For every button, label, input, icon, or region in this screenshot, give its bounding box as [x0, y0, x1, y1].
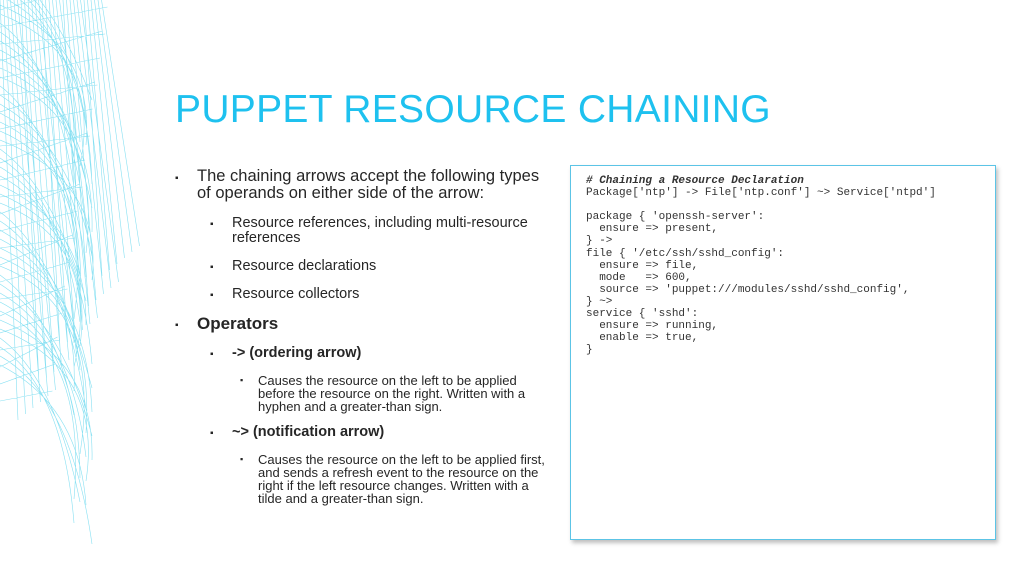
bullet-operator-description — [240, 453, 555, 505]
code-line: ensure => file, — [586, 259, 699, 272]
code-line: ensure => running, — [586, 320, 719, 333]
bullet-marker: ▪ — [175, 173, 179, 184]
bullet-intro-text: The chaining arrows accept the following types of operands on either side of the arrow: — [197, 167, 540, 202]
bullet-operand-text: Resource declarations — [232, 258, 377, 274]
operator-name: -> (ordering arrow) — [232, 345, 362, 361]
bullet-marker: ▪ — [210, 349, 214, 360]
bullet-intro — [175, 168, 555, 202]
bullet-marker: ▪ — [210, 428, 214, 439]
code-line: } -> — [586, 235, 613, 248]
bullet-marker: ▪ — [240, 375, 244, 385]
code-line: file { '/etc/ssh/sshd_config': — [586, 247, 785, 260]
bullet-marker: ▪ — [175, 320, 179, 331]
code-line: } — [586, 344, 593, 357]
bullet-operator — [210, 346, 555, 361]
bullet-marker: ▪ — [240, 454, 244, 464]
bullet-operator — [210, 425, 555, 440]
code-line: } ~> — [586, 295, 613, 308]
code-line: mode => 600, — [586, 271, 692, 284]
bullet-operand — [210, 216, 555, 246]
bullet-operand-text: Resource collectors — [232, 286, 360, 302]
code-line: Package['ntp'] -> File['ntp.conf'] ~> Service['ntpd'] — [586, 187, 936, 200]
slide-title: PUPPET RESOURCE CHAINING — [175, 88, 771, 131]
bullet-operator-description — [240, 374, 555, 413]
bullet-operand — [210, 259, 555, 274]
code-line: package { 'openssh-server': — [586, 211, 765, 224]
code-block — [586, 175, 936, 356]
operators-heading: Operators — [197, 314, 279, 333]
bullet-operators — [175, 315, 555, 332]
code-line: source => 'puppet:///modules/sshd/sshd_config', — [586, 283, 910, 296]
operator-description-text: Causes the resource on the left to be applied first, and sends a refresh event to the resource on the right if the left resource changes. Written with a tilde and a greater-than sign. — [258, 452, 545, 506]
code-example-box — [570, 165, 996, 540]
decorative-wireframe-graphic — [0, 0, 150, 576]
bullet-operand-text: Resource references, including multi-resource references — [232, 215, 528, 246]
code-line: ensure => present, — [586, 223, 719, 236]
code-line: service { 'sshd': — [586, 308, 699, 321]
bullet-operand — [210, 287, 555, 302]
bullet-list — [175, 168, 555, 517]
operator-description-text: Causes the resource on the left to be applied before the resource on the right. Written with a hyphen and a greater-than sign. — [258, 373, 526, 414]
bullet-marker: ▪ — [210, 262, 214, 273]
code-line: enable => true, — [586, 332, 699, 345]
bullet-marker: ▪ — [210, 290, 214, 301]
bullet-marker: ▪ — [210, 219, 214, 230]
operator-name: ~> (notification arrow) — [232, 424, 385, 440]
code-comment: # Chaining a Resource Declaration — [586, 175, 804, 187]
